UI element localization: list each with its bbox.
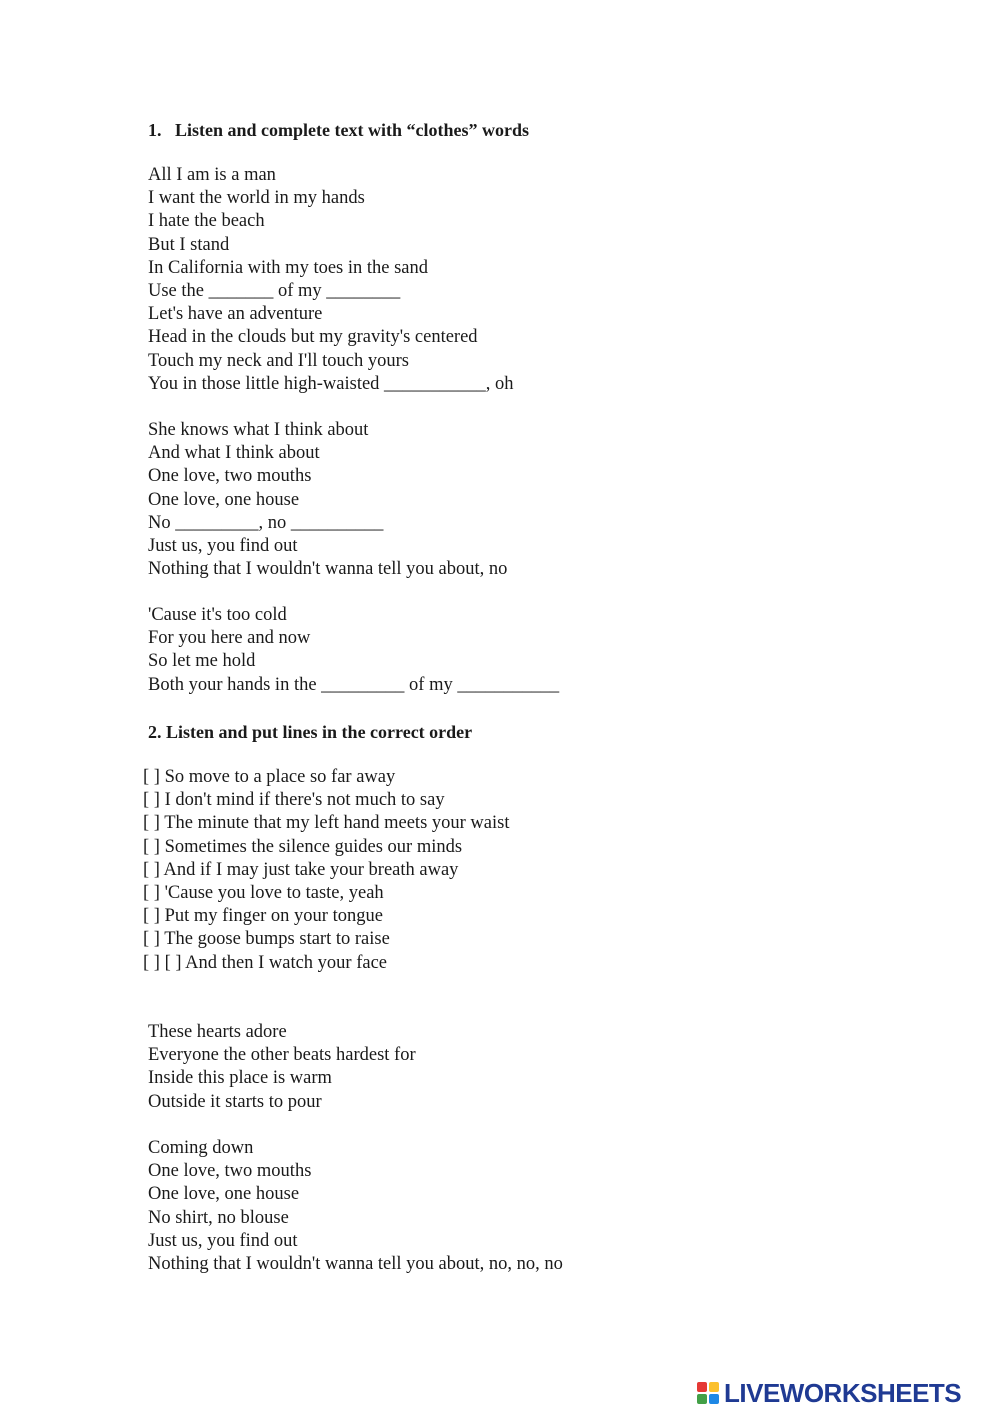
- stanza-1: [148, 164, 514, 396]
- text-line: Everyone the other beats hardest for: [148, 1045, 416, 1066]
- text-line: One love, one house: [148, 489, 300, 510]
- text-line: I want the world in my hands: [148, 188, 365, 209]
- text-line: Nothing that I wouldn't wanna tell you about, no, no, no: [148, 1254, 563, 1275]
- logo-square: [709, 1382, 719, 1392]
- text-line: Just us, you find out: [148, 536, 298, 557]
- text-line: You in those little high-waisted ___________, oh: [148, 373, 514, 394]
- text-line: [ ] So move to a place so far away: [143, 767, 396, 787]
- text-line: So let me hold: [148, 651, 256, 672]
- text-line: [ ] Put my finger on your tongue: [143, 906, 383, 927]
- text-line: Touch my neck and I'll touch yours: [148, 350, 409, 371]
- logo-mark-icon: [697, 1382, 719, 1404]
- text-line: One love, two mouths: [148, 1161, 312, 1182]
- text-line: I hate the beach: [148, 211, 265, 232]
- text-line: Use the _______ of my ________: [148, 281, 401, 302]
- text-line: For you here and now: [148, 628, 311, 649]
- section2-heading: 2. Listen and put lines in the correct order: [148, 722, 473, 742]
- text-line: Let's have an adventure: [148, 304, 323, 325]
- stanza-3: [148, 604, 559, 697]
- text-line: [ ] [ ] And then I watch your face: [143, 952, 387, 973]
- text-line: [ ] The goose bumps start to raise: [143, 929, 390, 950]
- text-line: In California with my toes in the sand: [148, 257, 429, 278]
- text-line: But I stand: [148, 234, 230, 255]
- text-line: [ ] 'Cause you love to taste, yeah: [143, 883, 384, 904]
- text-line: [ ] The minute that my left hand meets your waist: [143, 813, 510, 834]
- logo-square: [697, 1394, 707, 1404]
- text-line: Inside this place is warm: [148, 1068, 332, 1089]
- logo-square: [709, 1394, 719, 1404]
- text-line: Outside it starts to pour: [148, 1091, 322, 1112]
- logo-square: [697, 1382, 707, 1392]
- text-line: One love, one house: [148, 1184, 300, 1205]
- text-line: All I am is a man: [148, 165, 276, 185]
- liveworksheets-logo[interactable]: [697, 1378, 961, 1408]
- text-line: [ ] And if I may just take your breath away: [143, 859, 459, 880]
- text-line: Just us, you find out: [148, 1230, 298, 1251]
- text-line: Coming down: [148, 1138, 254, 1158]
- stanza-2: [148, 419, 507, 581]
- order-lines: [143, 766, 510, 975]
- text-line: 'Cause it's too cold: [148, 605, 287, 625]
- text-line: One love, two mouths: [148, 466, 312, 487]
- stanza-4: [148, 1021, 416, 1114]
- text-line: Head in the clouds but my gravity's centered: [148, 327, 478, 348]
- text-line: She knows what I think about: [148, 420, 369, 440]
- text-line: These hearts adore: [148, 1022, 287, 1042]
- text-line: And what I think about: [148, 443, 320, 464]
- text-line: [ ] I don't mind if there's not much to say: [143, 790, 445, 811]
- text-line: Both your hands in the _________ of my ___________: [148, 674, 560, 695]
- text-line: [ ] Sometimes the silence guides our minds: [143, 836, 463, 857]
- text-line: No _________, no __________: [148, 512, 384, 533]
- logo-text: LIVEWORKSHEETS: [724, 1377, 962, 1408]
- text-line: Nothing that I wouldn't wanna tell you about, no: [148, 559, 508, 580]
- stanza-5: [148, 1137, 563, 1276]
- text-line: No shirt, no blouse: [148, 1207, 289, 1228]
- section1-heading: 1. Listen and complete text with “clothes” words: [148, 120, 529, 140]
